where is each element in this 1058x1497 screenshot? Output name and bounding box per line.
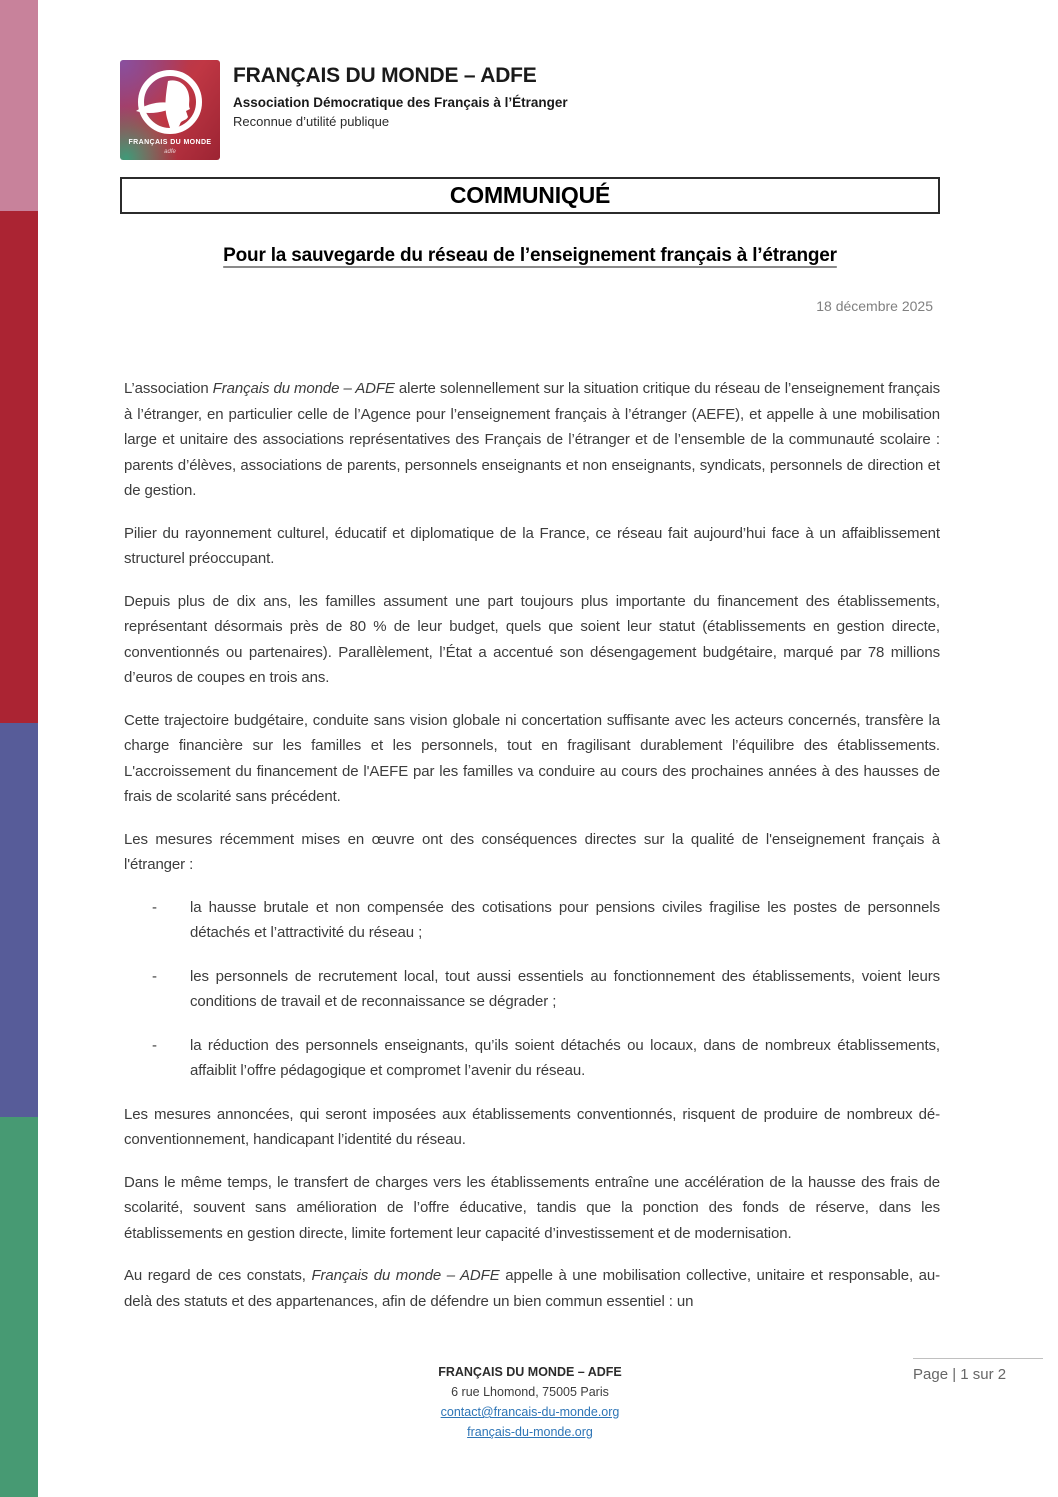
- list-item: [124, 964, 940, 1015]
- stripe-purple: [0, 723, 38, 1117]
- bullet-text: la hausse brutale et non compensée des cotisations pour pensions civiles fragilise les postes de personnels détachés et l’attractivité du réseau ;: [190, 898, 940, 941]
- bullet-list: [124, 895, 940, 1084]
- footer-email-link[interactable]: contact@francais-du-monde.org: [440, 1405, 620, 1419]
- org-name-italic: Français du monde – ADFE: [212, 380, 395, 397]
- document-title: Pour la sauvegarde du réseau de l’enseignement français à l’étranger: [223, 245, 837, 266]
- stripe-green: [0, 1117, 38, 1497]
- paragraph-6: Les mesures annoncées, qui seront imposées aux établissements conventionnés, risquent de produire de nombreux dé-conventionnement, handicapant l’identité du réseau.: [124, 1105, 940, 1148]
- page-number: Page | 1 sur 2: [913, 1358, 1043, 1383]
- document-body: [120, 376, 940, 1314]
- communique-banner: [120, 177, 940, 214]
- stripe-pink: [0, 0, 38, 211]
- paragraph-1: L’association Français du monde – ADFE alerte solennellement sur la situation critique du réseau de l’enseignement français à l’étranger, en particulier celle de l’Agence pour l’enseignement français à l’étranger (AEFE), et appelle à une mobilisation large et unitaire des associations représentatives des Français de l’étranger et de l’ensemble de la communauté scolaire : parents d’élèves, associations de parents, personnels enseignants et non enseignants, syndicats, personnels de direction et de gestion.: [124, 380, 940, 499]
- paragraph-4: Cette trajectoire budgétaire, conduite sans vision globale ni concertation suffisante avec les acteurs concernés, transfère la charge financière sur les familles et les personnels, tout en fragilisant durablement l’équilibre des établissements. L'accroissement du financement de l'AEFE par les familles va conduire au cours des prochaines années à des hausses de frais de scolarité sans précédent.: [124, 711, 940, 805]
- paragraph-2: Pilier du rayonnement culturel, éducatif et diplomatique de la France, ce réseau fait aujourd’hui face à un affaiblissement structurel préoccupant.: [124, 524, 940, 567]
- footer-website-link[interactable]: français-du-monde.org: [467, 1425, 593, 1439]
- document-date: 18 décembre 2025: [816, 298, 933, 314]
- paragraph-8: Au regard de ces constats, Français du monde – ADFE appelle à une mobilisation collective, unitaire et responsable, au-delà des statuts et des appartenances, afin de défendre un bien commun essentiel : un: [124, 1267, 940, 1310]
- page-content: [120, 60, 940, 1331]
- org-logo: [120, 60, 220, 160]
- org-name: FRANÇAIS DU MONDE – ADFE: [233, 64, 537, 87]
- paragraph-7: Dans le même temps, le transfert de charges vers les établissements entraîne une accélération de la hausse des frais de scolarité, souvent sans amélioration de l’offre éducative, tandis que la ponction des fonds de réserve, dans les établissements en gestion directe, limite fortement leur capacité d’investissement et de modernisation.: [124, 1173, 940, 1242]
- org-subtitle: Association Démocratique des Français à l’Étranger: [233, 95, 568, 110]
- bullet-marker: -: [152, 898, 157, 916]
- footer-address: 6 rue Lhomond, 75005 Paris: [451, 1385, 609, 1399]
- bullet-marker: -: [152, 967, 157, 985]
- org-header: [120, 60, 940, 160]
- org-status: Reconnue d’utilité publique: [233, 114, 390, 129]
- org-text-block: [220, 60, 568, 129]
- list-item: [124, 1033, 940, 1084]
- page-footer: [120, 1362, 940, 1442]
- communique-banner-label: COMMUNIQUÉ: [449, 182, 611, 208]
- paragraph-5: Les mesures récemment mises en œuvre ont des conséquences directes sur la qualité de l'enseignement français à l'étranger :: [124, 830, 940, 873]
- logo-sub-caption: adfe: [164, 149, 176, 155]
- bullet-text: la réduction des personnels enseignants, qu’ils soient détachés ou locaux, dans de nombreux établissements, affaiblit l’offre pédagogique et compromet l’avenir du réseau.: [190, 1036, 940, 1079]
- stripe-red: [0, 211, 38, 723]
- paragraph-3: Depuis plus de dix ans, les familles assument une part toujours plus importante du financement des établissements, représentant désormais près de 80 % de leur budget, quels que soient leur statut (établissements en gestion directe, conventionnés ou partenaires). Parallèlement, l’État a accentué son désengagement budgétaire, marqué par 78 millions d’euros de coupes en trois ans.: [124, 592, 940, 686]
- bullet-text: les personnels de recrutement local, tout aussi essentiels au fonctionnement des établissements, voient leurs conditions de travail et de reconnaissance se dégrader ;: [190, 967, 940, 1010]
- bullet-marker: -: [152, 1036, 157, 1054]
- logo-caption: FRANÇAIS DU MONDE: [128, 139, 212, 146]
- org-name-italic: Français du monde – ADFE: [311, 1267, 500, 1284]
- footer-org-name: FRANÇAIS DU MONDE – ADFE: [438, 1365, 622, 1379]
- list-item: [124, 895, 940, 946]
